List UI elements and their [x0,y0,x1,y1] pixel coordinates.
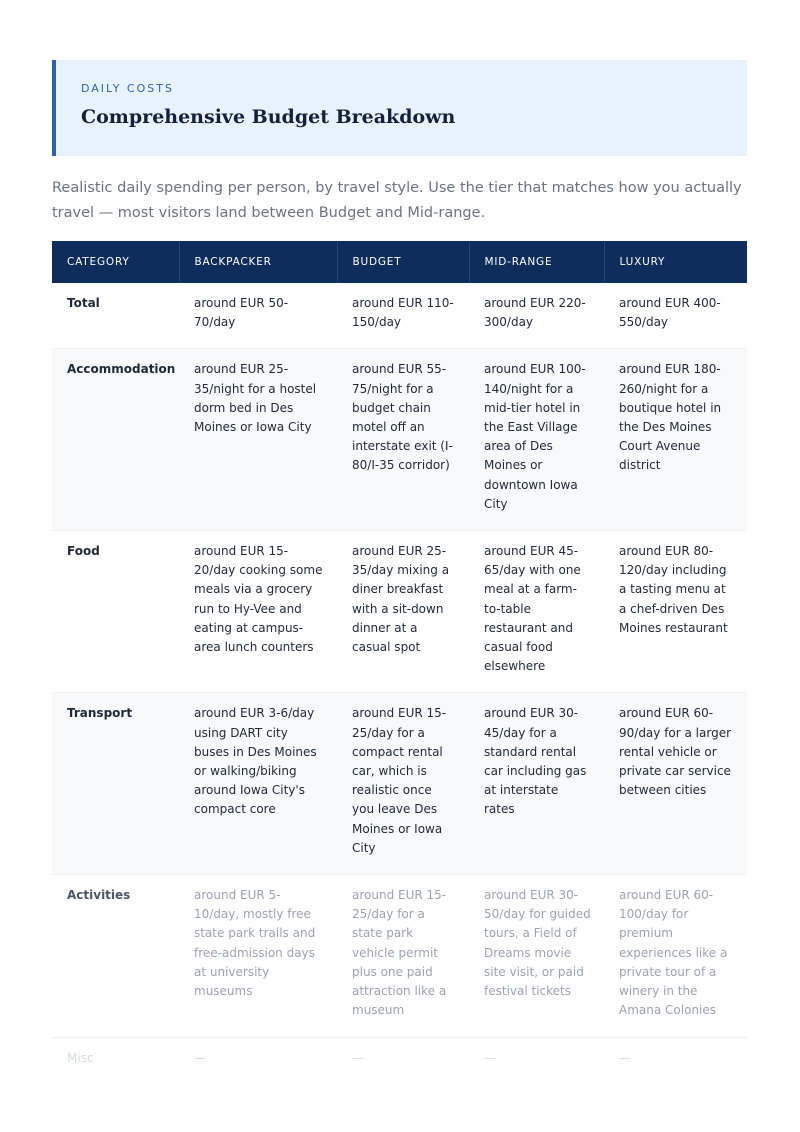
table-cell: around EUR 30-45/day for a standard rental car including gas at interstate rates [469,693,604,875]
table-row [52,875,747,1037]
row-category: Transport [52,693,179,875]
table-cell: around EUR 5-10/day, mostly free state park trails and free-admission days at university museums [179,875,337,1037]
table-cell: — [619,1050,631,1065]
table-row [52,1037,747,1084]
table-cell: around EUR 60-100/day for premium experiences like a private tour of a winery in the Amana Colonies [604,875,747,1037]
table-cell: around EUR 60-90/day for a larger rental vehicle or private car service between cities [604,693,747,875]
table-row [52,693,747,875]
table-cell: around EUR 55-75/night for a budget chain motel off an interstate exit (I-80/I-35 corridor) [337,349,469,531]
column-header-category: CATEGORY [52,241,179,283]
column-header-budget: BUDGET [337,241,469,283]
table-cell: around EUR 30-50/day for guided tours, a Field of Dreams movie site visit, or paid festival tickets [469,875,604,1037]
table-cell: around EUR 110-150/day [337,283,469,349]
budget-table [52,241,747,1084]
table-cell: — [352,1050,364,1065]
row-category: Activities [52,875,179,1037]
section-eyebrow: DAILY COSTS [81,82,174,95]
table-cell: around EUR 80-120/day including a tasting menu at a chef-driven Des Moines restaurant [604,531,747,693]
table-cell: around EUR 15-25/day for a state park vehicle permit plus one paid attraction like a museum [337,875,469,1037]
table-cell: around EUR 400-550/day [604,283,747,349]
table-cell: around EUR 220-300/day [469,283,604,349]
table-cell: around EUR 15-25/day for a compact rental car, which is realistic once you leave Des Moines or Iowa City [337,693,469,875]
table-row [52,531,747,693]
table-cell: around EUR 180-260/night for a boutique hotel in the Des Moines Court Avenue district [604,349,747,531]
page-title: Comprehensive Budget Breakdown [81,106,456,128]
table-cell: around EUR 45-65/day with one meal at a farm-to-table restaurant and casual food elsewhere [469,531,604,693]
table-cell: — [194,1050,206,1065]
table-cell: around EUR 100-140/night for a mid-tier hotel in the East Village area of Des Moines or downtown Iowa City [469,349,604,531]
row-category: Accommodation [52,349,179,531]
table-cell: around EUR 3-6/day using DART city buses in Des Moines or walking/biking around Iowa City's compact core [179,693,337,875]
table-cell: around EUR 50-70/day [179,283,337,349]
intro-text: Realistic daily spending per person, by travel style. Use the tier that matches how you actually travel — most visitors land between Budget and Mid-range. [52,180,742,221]
column-header-backpacker: BACKPACKER [179,241,337,283]
table-header-row [52,241,747,283]
column-header-mid-range: MID-RANGE [469,241,604,283]
table-cell: around EUR 25-35/night for a hostel dorm bed in Des Moines or Iowa City [179,349,337,531]
table-row [52,349,747,531]
row-category: Food [52,531,179,693]
row-category: Total [52,283,179,349]
column-header-luxury: LUXURY [604,241,747,283]
row-category: Misc [67,1050,94,1065]
table-cell: — [484,1050,496,1065]
table-cell: around EUR 25-35/day mixing a diner breakfast with a sit-down dinner at a casual spot [337,531,469,693]
section-header [52,60,747,156]
table-cell: around EUR 15-20/day cooking some meals via a grocery run to Hy-Vee and eating at campus-area lunch counters [179,531,337,693]
table-row [52,283,747,349]
